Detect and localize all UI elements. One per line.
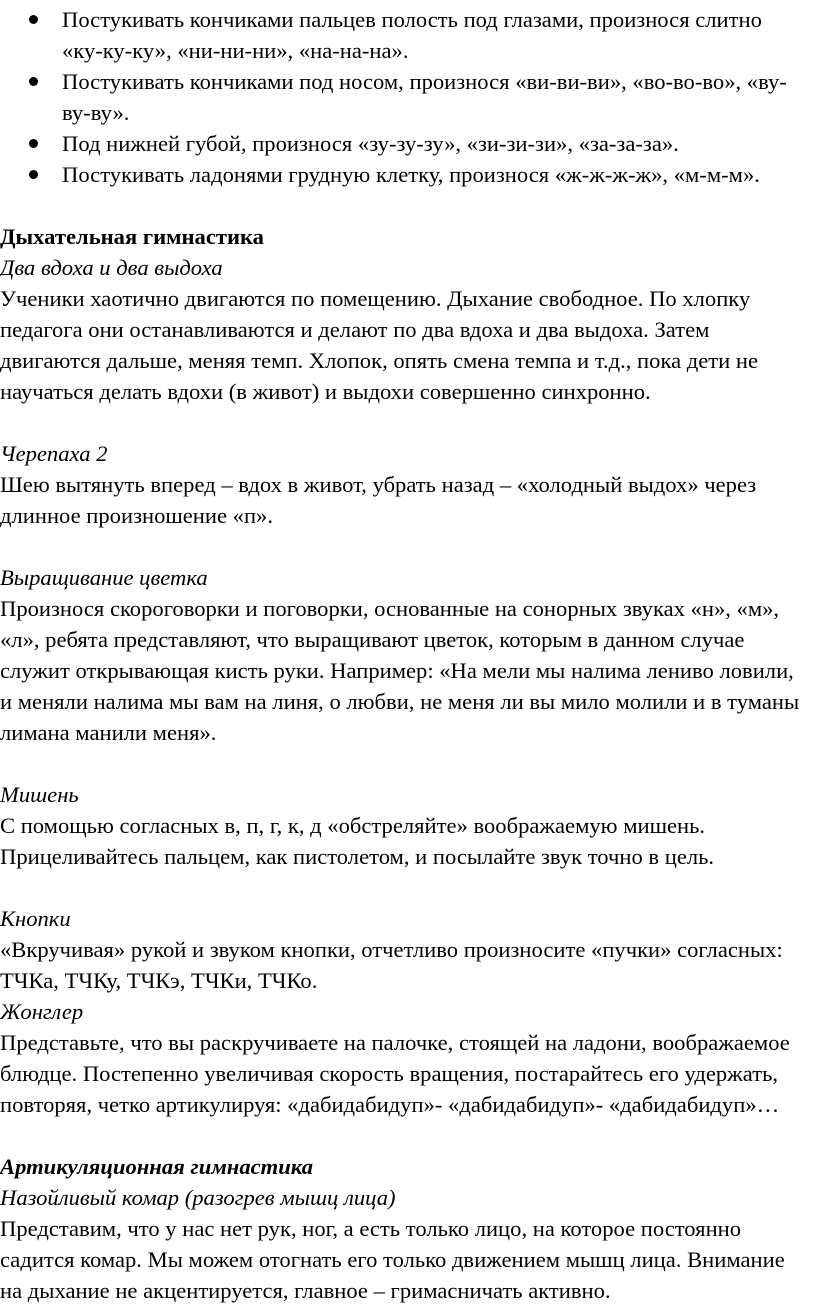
spacer xyxy=(0,531,816,562)
spacer xyxy=(0,872,816,903)
exercise-title: Назойливый комар (разогрев мышц лица) xyxy=(0,1185,396,1210)
exercise-text: «Вкручивая» рукой и звуком кнопки, отчетливо произносите «пучки» согласных: ТЧКа, ТЧКу, ТЧКэ, ТЧКи, ТЧКо. xyxy=(0,937,783,993)
exercise-text: Представим, что у нас нет рук, ног, а есть только лицо, на которое постоянно садится комар. Мы можем отогнать его только движением мышц лица. Внимание на дыхание не акцентируется, главное – гримасничать активно. xyxy=(0,1216,785,1303)
bullet-dot-icon xyxy=(29,77,38,86)
bullet-text: Под нижней губой, произнося «зу-зу-зу», «зи-зи-зи», «за-за-за». xyxy=(62,131,679,156)
bullet-dot-icon xyxy=(29,170,38,179)
bullet-text: Постукивать кончиками под носом, произнося «ви-ви-ви», «во-во-во», «ву-ву-ву». xyxy=(62,69,787,125)
exercise-bullet-list xyxy=(0,4,816,190)
bullet-dot-icon xyxy=(29,15,38,24)
bullet-item xyxy=(0,66,816,128)
bullet-item xyxy=(0,159,816,190)
spacer xyxy=(0,748,816,779)
bullet-text: Постукивать ладонями грудную клетку, произнося «ж-ж-ж-ж», «м-м-м». xyxy=(62,162,760,187)
exercise-text: Шею вытянуть вперед – вдох в живот, убрать назад – «холодный выдох» через длинное произношение «п». xyxy=(0,472,757,528)
exercise-title: Жонглер xyxy=(0,999,84,1024)
bullet-item xyxy=(0,4,816,66)
exercise-title: Мишень xyxy=(0,782,79,807)
bullet-item xyxy=(0,128,816,159)
section-heading-articulation: Артикуляционная гимнастика xyxy=(0,1154,313,1179)
exercise-title: Два вдоха и два выдоха xyxy=(0,255,223,280)
exercise-title: Выращивание цветка xyxy=(0,565,208,590)
section-heading-breathing: Дыхательная гимнастика xyxy=(0,224,264,249)
spacer xyxy=(0,190,816,221)
exercise-text: Ученики хаотично двигаются по помещению. Дыхание свободное. По хлопку педагога они останавливаются и делают по два вдоха и два выдоха. Затем двигаются дальше, меняя темп. Хлопок, опять смена темпа и т.д., пока дети не научаться делать вдохи (в живот) и выдохи совершенно синхронно. xyxy=(0,286,759,404)
exercise-text: Представьте, что вы раскручиваете на палочке, стоящей на ладони, воображаемое блюдце. Постепенно увеличивая скорость вращения, постарайтесь его удержать, повторяя, четко артикулируя: «дабидабидуп»- «дабидабидуп»- «дабидабидуп»… xyxy=(0,1030,790,1117)
exercise-text: С помощью согласных в, п, г, к, д «обстреляйте» воображаемую мишень. Прицеливайтесь пальцем, как пистолетом, и посылайте звук точно в цель. xyxy=(0,813,715,869)
exercise-text: Произнося скороговорки и поговорки, основанные на сонорных звуках «н», «м», «л», ребята представляют, что выращивают цветок, которым в данном случае служит открывающая кисть руки. Например: «На мели мы налима лениво ловили, и меняли налима мы вам на линя, о любви, не меня ли вы мило молили и в туманы лимана манили меня». xyxy=(0,596,800,745)
spacer xyxy=(0,407,816,438)
exercise-title: Черепаха 2 xyxy=(0,441,108,466)
exercise-title: Кнопки xyxy=(0,906,71,931)
bullet-text: Постукивать кончиками пальцев полость под глазами, произнося слитно «ку-ку-ку», «ни-ни-ни», «на-на-на». xyxy=(62,7,762,63)
spacer xyxy=(0,1120,816,1151)
bullet-dot-icon xyxy=(29,139,38,148)
